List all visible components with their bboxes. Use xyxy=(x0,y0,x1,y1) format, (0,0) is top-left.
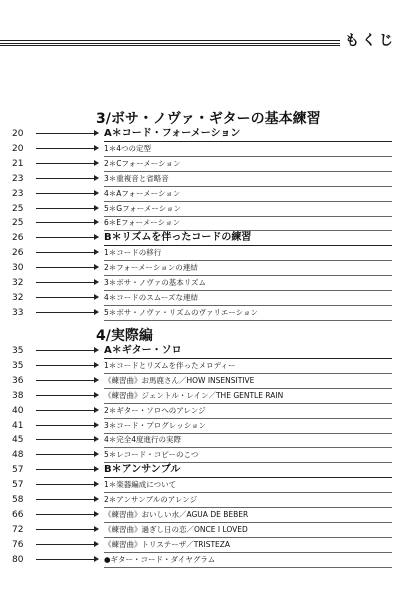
entry-title: 3＊重複音と省略音 xyxy=(104,173,169,183)
toc-entry[interactable] xyxy=(8,307,392,319)
arrow-right-icon xyxy=(36,469,98,470)
entry-underline xyxy=(104,477,392,478)
entry-underline xyxy=(104,201,392,202)
page-number: 20 xyxy=(12,129,24,139)
page-number: 23 xyxy=(12,173,24,184)
arrow-right-icon xyxy=(36,544,98,545)
entry-underline xyxy=(104,320,392,321)
page-number: 35 xyxy=(12,346,24,356)
page-number: 32 xyxy=(12,278,24,288)
entry-underline xyxy=(104,156,392,157)
entry-title: 4＊完全4度進行の実際 xyxy=(104,435,182,445)
toc-subsection[interactable] xyxy=(8,232,392,244)
page-number: 20 xyxy=(12,143,24,154)
entry-underline xyxy=(104,290,392,291)
entry-title: 5＊Gフォーメーション xyxy=(104,203,182,213)
header-rule xyxy=(0,45,340,46)
arrow-right-icon xyxy=(36,410,98,411)
page-number: 21 xyxy=(12,158,24,169)
entry-title: ●ギター・コード・ダイヤグラム xyxy=(104,554,216,564)
entry-underline xyxy=(104,537,392,538)
entry-underline xyxy=(104,216,392,217)
page-number: 30 xyxy=(12,263,24,274)
arrow-right-icon xyxy=(36,484,98,485)
entry-underline xyxy=(104,373,392,374)
entry-title: 5＊レコード・コピーのこつ xyxy=(104,450,199,460)
entry-title: 6＊Eフォーメーション xyxy=(104,218,180,228)
arrow-right-icon xyxy=(36,282,98,283)
arrow-right-icon xyxy=(36,133,98,134)
entry-underline xyxy=(104,388,392,389)
arrow-right-icon xyxy=(36,193,98,194)
arrow-right-icon xyxy=(36,222,98,223)
arrow-right-icon xyxy=(36,148,98,149)
entry-title: 1＊4つの定型 xyxy=(104,143,152,153)
toc-entry[interactable] xyxy=(8,360,392,372)
page-number: 45 xyxy=(12,435,24,446)
page-number: 66 xyxy=(12,509,24,520)
arrow-right-icon xyxy=(36,163,98,164)
toc-entry[interactable] xyxy=(8,262,392,274)
arrow-right-icon xyxy=(36,350,98,351)
arrow-right-icon xyxy=(36,252,98,253)
entry-title: 《練習曲》お馬鹿さん／HOW INSENSITIVE xyxy=(104,375,255,385)
header-title: もくじ xyxy=(345,33,396,49)
toc-entry[interactable] xyxy=(8,158,392,170)
arrow-right-icon xyxy=(36,237,98,238)
toc-entry[interactable] xyxy=(8,554,392,566)
entry-underline xyxy=(104,275,392,276)
entry-title: 4＊コードのスムーズな連結 xyxy=(104,292,199,302)
page-number: 26 xyxy=(12,233,24,244)
page-number: 40 xyxy=(12,405,24,416)
section-title: 3/ボサ・ノヴァ・ギターの基本練習 xyxy=(96,111,321,127)
page-number: 72 xyxy=(12,524,24,535)
entry-underline xyxy=(104,567,392,568)
entry-title: 《練習曲》過ぎし日の恋／ONCE I LOVED xyxy=(104,524,248,534)
entry-title: A＊コード・フォーメーション xyxy=(104,128,241,139)
entry-title: 3＊コード・プログレッション xyxy=(104,420,207,430)
entry-title: 3＊ボサ・ノヴァの基本リズム xyxy=(104,278,207,287)
entry-title: 2＊フォーメーションの連結 xyxy=(104,263,198,273)
arrow-right-icon xyxy=(36,499,98,500)
entry-title: B＊アンサンブル xyxy=(104,464,181,476)
entry-underline xyxy=(104,552,392,553)
page-number: 76 xyxy=(12,539,24,550)
entry-underline xyxy=(104,141,392,142)
toc-entry[interactable] xyxy=(8,143,392,155)
arrow-right-icon xyxy=(36,395,98,396)
page-number: 41 xyxy=(12,420,24,431)
toc-entry[interactable] xyxy=(8,509,392,521)
entry-underline xyxy=(104,186,392,187)
entry-title: 《練習曲》ジェントル・レイン／THE GENTLE RAIN xyxy=(104,390,284,400)
entry-title: 2＊ギター・ソロへのアレンジ xyxy=(104,405,206,415)
entry-underline xyxy=(104,358,392,359)
page-number: 25 xyxy=(12,218,24,229)
page-number: 57 xyxy=(12,480,24,491)
toc-entry[interactable] xyxy=(8,247,392,259)
entry-title: 2＊Cフォーメーション xyxy=(104,158,181,168)
toc-entry[interactable] xyxy=(8,434,392,446)
page-number: 23 xyxy=(12,188,24,199)
entry-title: A＊ギター・ソロ xyxy=(104,345,182,356)
entry-title: 1＊楽器編成について xyxy=(104,480,177,490)
page-number: 80 xyxy=(12,554,24,565)
entry-underline xyxy=(104,447,392,448)
page-number: 57 xyxy=(12,465,24,476)
arrow-right-icon xyxy=(36,297,98,298)
toc-subsection[interactable] xyxy=(8,464,392,476)
entry-title: 《練習曲》おいしい水／AGUA DE BEBER xyxy=(104,509,249,519)
toc-entry[interactable] xyxy=(8,277,392,289)
toc-entry[interactable] xyxy=(8,203,392,215)
arrow-right-icon xyxy=(36,559,98,560)
toc-entry[interactable] xyxy=(8,539,392,551)
entry-underline xyxy=(104,245,392,246)
arrow-right-icon xyxy=(36,267,98,268)
header-rule xyxy=(0,43,340,44)
page-number: 25 xyxy=(12,203,24,214)
toc-entry[interactable] xyxy=(8,292,392,304)
entry-underline xyxy=(104,507,392,508)
entry-title: 2＊アンサンブルのアレンジ xyxy=(104,495,198,504)
entry-underline xyxy=(104,492,392,493)
toc-subsection[interactable] xyxy=(8,128,392,140)
page-number: 48 xyxy=(12,450,24,461)
toc-entry[interactable] xyxy=(8,173,392,185)
page-number: 26 xyxy=(12,248,24,259)
toc-entry[interactable] xyxy=(8,188,392,200)
entry-title: 5＊ボサ・ノヴァ・リズムのヴァリエーション xyxy=(104,307,259,317)
arrow-right-icon xyxy=(36,208,98,209)
page-number: 35 xyxy=(12,360,24,371)
entry-underline xyxy=(104,418,392,419)
arrow-right-icon xyxy=(36,514,98,515)
toc-entry[interactable] xyxy=(8,217,392,229)
toc-entry[interactable] xyxy=(8,494,392,506)
entry-underline xyxy=(104,433,392,434)
arrow-right-icon xyxy=(36,365,98,366)
arrow-right-icon xyxy=(36,380,98,381)
page-number: 33 xyxy=(12,307,24,318)
toc-entry[interactable] xyxy=(8,390,392,402)
entry-title: 《練習曲》トリステーザ／TRISTEZA xyxy=(104,539,231,549)
entry-underline xyxy=(104,260,392,261)
arrow-right-icon xyxy=(36,454,98,455)
entry-title: B＊リズムを伴ったコードの練習 xyxy=(104,232,252,244)
entry-underline xyxy=(104,305,392,306)
page-number: 38 xyxy=(12,390,24,401)
arrow-right-icon xyxy=(36,312,98,313)
page-number: 58 xyxy=(12,495,24,505)
page-number: 32 xyxy=(12,292,24,303)
entry-title: 1＊コードとリズムを伴ったメロディー xyxy=(104,360,236,370)
toc-entry[interactable] xyxy=(8,449,392,461)
arrow-right-icon xyxy=(36,439,98,440)
entry-underline xyxy=(104,403,392,404)
toc-entry[interactable] xyxy=(8,375,392,387)
header-rule xyxy=(0,40,340,41)
toc-entry[interactable] xyxy=(8,524,392,536)
entry-underline xyxy=(104,171,392,172)
section-title: 4/実際編 xyxy=(96,328,153,344)
arrow-right-icon xyxy=(36,425,98,426)
entry-underline xyxy=(104,522,392,523)
arrow-right-icon xyxy=(36,529,98,530)
arrow-right-icon xyxy=(36,178,98,179)
entry-title: 4＊Aフォーメーション xyxy=(104,188,181,198)
toc-entry[interactable] xyxy=(8,479,392,491)
page-number: 36 xyxy=(12,375,24,386)
toc-entry[interactable] xyxy=(8,405,392,417)
entry-title: 1＊コードの移行 xyxy=(104,248,162,258)
toc-entry[interactable] xyxy=(8,420,392,432)
toc-subsection[interactable] xyxy=(8,345,392,357)
